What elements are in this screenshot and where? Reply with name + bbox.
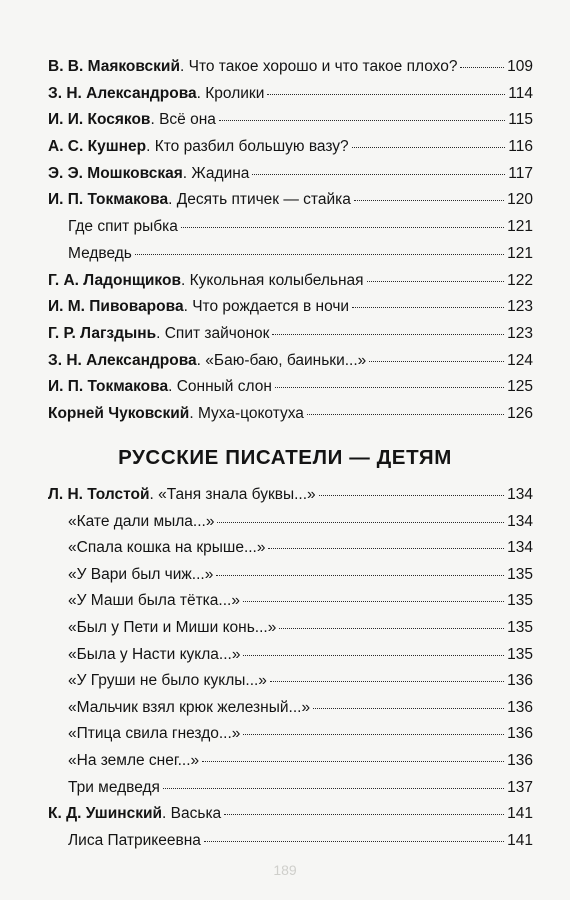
toc-entry-page: 121 xyxy=(507,218,533,236)
dot-leader xyxy=(135,254,504,255)
dot-leader xyxy=(216,575,504,576)
toc-entry-author: Э. Э. Мошковская xyxy=(48,164,183,182)
toc-entry-author: К. Д. Ушинский xyxy=(48,805,163,823)
dot-leader xyxy=(163,788,504,789)
dot-leader xyxy=(272,334,504,335)
toc-entry-title: Что рождается в ночи xyxy=(192,298,350,316)
toc-entry-title: Всё она xyxy=(159,111,216,129)
dot-leader xyxy=(319,495,504,496)
toc-entry-title: Где спит рыбка xyxy=(68,218,178,236)
dot-leader xyxy=(369,361,504,362)
toc-entry-title: Медведь xyxy=(68,244,132,262)
toc-entry-title: «Птица свила гнездо...» xyxy=(68,725,241,743)
toc-entry-page: 136 xyxy=(507,725,533,743)
toc-entry xyxy=(48,218,533,245)
toc-entry xyxy=(48,672,533,699)
toc-entry xyxy=(48,539,533,566)
toc-entry-author: Корней Чуковский xyxy=(48,404,190,422)
toc-entry-author: И. П. Токмакова xyxy=(48,191,169,209)
toc-entry xyxy=(48,832,533,859)
toc-entry-page: 109 xyxy=(507,58,533,75)
toc-entry: И. П. Токмакова . Десять птичек — стайка 120 xyxy=(48,191,533,209)
toc-entry-page: 121 xyxy=(507,244,533,262)
dot-leader xyxy=(367,281,505,282)
dot-leader xyxy=(307,414,504,415)
toc-entry-title: Васька xyxy=(170,805,222,823)
toc-entry: И. И. Косяков . Всё она 115 xyxy=(48,111,533,129)
dot-leader xyxy=(252,174,505,175)
toc-entry xyxy=(48,725,533,752)
dot-leader xyxy=(352,147,506,148)
toc-entry xyxy=(48,566,533,593)
toc-entry: И. М. Пивоварова . Что рождается в ночи 123 xyxy=(48,298,533,316)
toc-entry-page: 135 xyxy=(507,645,533,663)
dot-leader xyxy=(275,387,504,388)
toc-entry: И. П. Токмакова . Сонный слон 125 xyxy=(48,378,533,396)
toc-entry-title: «Спала кошка на крыше...» xyxy=(68,539,266,557)
dot-leader xyxy=(219,120,505,121)
dot-leader xyxy=(270,681,504,682)
dot-leader xyxy=(217,522,504,523)
dot-leader xyxy=(460,67,504,68)
toc-entry-author: Г. А. Ладонщиков xyxy=(48,271,181,289)
toc-entry-title: «Кате дали мыла...» xyxy=(68,512,215,530)
toc-entry-title: «Была у Насти кукла...» xyxy=(68,645,241,663)
dot-leader xyxy=(352,307,504,308)
toc-entry-author: В. В. Маяковский xyxy=(48,58,180,75)
toc-entry-page: 141 xyxy=(507,831,533,849)
toc-entry-author: И. П. Токмакова xyxy=(48,378,169,396)
toc-entry: З. Н. Александрова . «Баю-баю, баиньки...» 124 xyxy=(48,351,533,369)
toc-entry-page: 123 xyxy=(507,324,533,342)
toc-entry-author: А. С. Кушнер xyxy=(48,138,147,156)
toc-entry-page: 135 xyxy=(507,565,533,583)
toc-entry-page: 116 xyxy=(508,138,533,156)
toc-entry-page: 120 xyxy=(507,191,533,209)
toc-entry xyxy=(48,592,533,619)
toc-entry xyxy=(48,779,533,806)
toc-entry-page: 135 xyxy=(507,618,533,636)
toc-entry-page: 122 xyxy=(507,271,533,289)
toc-entry-page: 136 xyxy=(507,698,533,716)
toc-entry-title: «Был у Пети и Миши конь...» xyxy=(68,618,277,636)
toc-entry-title: Десять птичек — стайка xyxy=(176,191,351,209)
toc-entry-title: «У Вари был чиж...» xyxy=(68,565,214,583)
toc-entry: З. Н. Александрова . Кролики 114 xyxy=(48,84,533,102)
toc-entry-page: 134 xyxy=(507,486,533,503)
toc-entry-title: «Баю-баю, баиньки...» xyxy=(205,351,367,369)
dot-leader xyxy=(279,628,504,629)
toc-entry-page: 126 xyxy=(507,404,533,422)
toc-entry-page: 125 xyxy=(507,378,533,396)
dot-leader xyxy=(243,655,504,656)
dot-leader xyxy=(202,761,504,762)
toc-entry-author: З. Н. Александрова xyxy=(48,84,197,102)
section-title: РУССКИЕ ПИСАТЕЛИ — ДЕТЯМ xyxy=(118,446,452,469)
toc-entry-title: Лиса Патрикеевна xyxy=(68,831,201,849)
toc-entry-page: 124 xyxy=(507,351,533,369)
toc-entry: К. Д. Ушинский . Васька 141 xyxy=(48,805,533,823)
toc-entry: Г. Р. Лагздынь . Спит зайчонок 123 xyxy=(48,324,533,342)
toc-entry-page: 141 xyxy=(507,805,533,823)
dot-leader xyxy=(313,708,504,709)
toc-entry-author: И. М. Пивоварова xyxy=(48,298,184,316)
toc-entry: Э. Э. Мошковская . Жадина 117 xyxy=(48,164,533,182)
toc-entry-author: З. Н. Александрова xyxy=(48,351,197,369)
toc-entry-page: 136 xyxy=(507,751,533,769)
toc-entry-page: 136 xyxy=(507,672,533,690)
dot-leader xyxy=(181,227,504,228)
toc-entry-title: Спит зайчонок xyxy=(164,324,270,342)
toc-list-bottom xyxy=(48,486,533,858)
toc-entry-title: «У Груши не было куклы...» xyxy=(68,672,267,690)
toc-entry: Л. Н. Толстой . «Таня знала буквы...» 134 xyxy=(48,486,533,503)
toc-entry-page: 134 xyxy=(507,512,533,530)
toc-entry xyxy=(48,619,533,646)
toc-entry-title: Что такое хорошо и что такое плохо? xyxy=(188,58,458,75)
toc-entry-title: Три медведя xyxy=(68,778,160,796)
toc-entry-author: Г. Р. Лагздынь xyxy=(48,324,157,342)
toc-entry-author: Л. Н. Толстой xyxy=(48,486,150,503)
toc-entry: Г. А. Ладонщиков . Кукольная колыбельная 122 xyxy=(48,271,533,289)
toc-entry-title: Жадина xyxy=(191,164,250,182)
dot-leader xyxy=(243,734,504,735)
toc-entry-title: Кто разбил большую вазу? xyxy=(154,138,349,156)
toc-entry-title: Кролики xyxy=(205,84,265,102)
dot-leader xyxy=(243,601,504,602)
toc-entry xyxy=(48,646,533,673)
toc-entry-author: И. И. Косяков xyxy=(48,111,151,129)
toc-entry-title: Муха-цокотуха xyxy=(197,404,304,422)
toc-entry: Корней Чуковский . Муха-цокотуха 126 xyxy=(48,404,533,422)
toc-entry-page: 123 xyxy=(507,298,533,316)
toc-entry xyxy=(48,699,533,726)
dot-leader xyxy=(224,814,504,815)
toc-entry-page: 134 xyxy=(507,539,533,557)
page-number: 189 xyxy=(273,862,297,878)
toc-entry-page: 115 xyxy=(508,111,533,129)
toc-entry xyxy=(48,752,533,779)
toc-entry-page: 135 xyxy=(507,592,533,610)
toc-entry-title: «Таня знала буквы...» xyxy=(158,486,316,503)
toc-entry-title: «У Маши была тётка...» xyxy=(68,592,240,610)
dot-leader xyxy=(204,841,504,842)
toc-entry-page: 117 xyxy=(508,164,533,182)
toc-entry xyxy=(48,245,533,272)
dot-leader xyxy=(267,94,505,95)
toc-list-top xyxy=(48,58,533,432)
toc-entry: В. В. Маяковский . Что такое хорошо и что такое плохо? 109 xyxy=(48,58,533,75)
toc-entry-title: «Мальчик взял крюк железный...» xyxy=(68,698,311,716)
toc-entry-page: 137 xyxy=(507,778,533,796)
toc-entry-page: 114 xyxy=(508,84,533,102)
toc-entry: А. С. Кушнер . Кто разбил большую вазу? 116 xyxy=(48,138,533,156)
toc-entry-title: «На земле снег...» xyxy=(68,751,200,769)
dot-leader xyxy=(268,548,504,549)
toc-entry xyxy=(48,513,533,540)
dot-leader xyxy=(354,200,504,201)
toc-entry-title: Сонный слон xyxy=(176,378,272,396)
toc-entry-title: Кукольная колыбельная xyxy=(189,271,364,289)
